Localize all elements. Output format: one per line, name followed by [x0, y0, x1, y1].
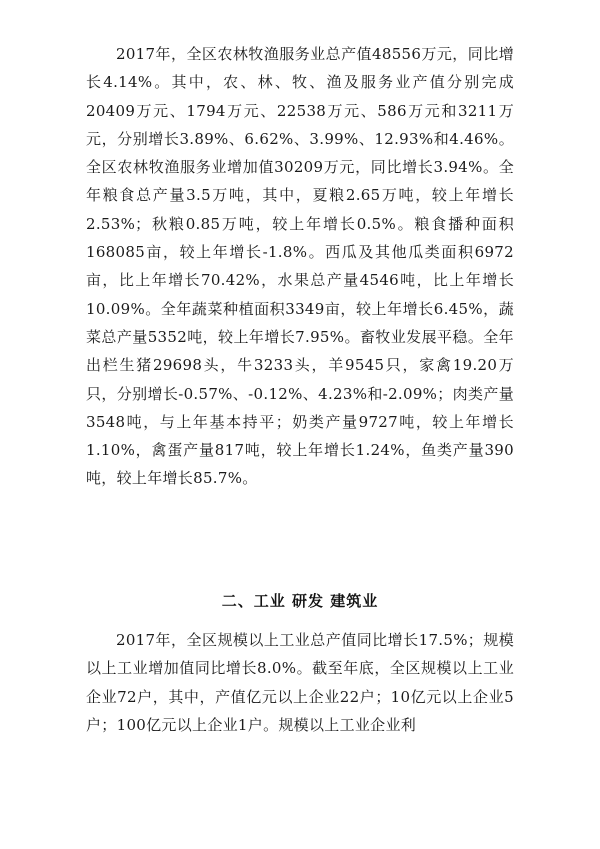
section-heading: 二、工业 研发 建筑业 — [221, 592, 379, 610]
paragraph-text: 2017年，全区规模以上工业总产值同比增长17.5%；规模以上工业增加值同比增长8.0%。截至年底，全区规模以上工业企业72户，其中，产值亿元以上企业22户；10亿元以上企业5户；100亿元以上企业1户。规模以上工业企业利 — [86, 631, 514, 734]
paragraph-text: 2017年，全区农林牧渔服务业总产值48556万元，同比增长4.14%。其中，农、林、牧、渔及服务业产值分别完成20409万元、1794万元、22538万元、586万元和3211万元，分别增长3.89%、6.62%、3.99%、12.93%和4.46%。全区农林牧渔服务业增加值30209万元，同比增长3.94%。全年粮食总产量3.5万吨，其中，夏粮2.65万吨，较上年增长2.53%；秋粮0.85万吨，较上年增长0.5%。粮食播种面积168085亩，较上年增长-1.8%。西瓜及其他瓜类面积6972亩，比上年增长70.42%，水果总产量4546吨，比上年增长10.09%。全年蔬菜种植面积3349亩，较上年增长6.45%，蔬菜总产量5352吨，较上年增长7.95%。畜牧业发展平稳。全年出栏生猪29698头，牛3233头，羊9545只，家禽19.20万只，分别增长-0.57%、-0.12%、4.23%和-2.09%；肉类产量3548吨，与上年基本持平；奶类产量9727吨，较上年增长1.10%，禽蛋产量817吨，较上年增长1.24%，鱼类产量390吨，较上年增长85.7%。 — [86, 45, 514, 488]
industry-paragraph — [86, 626, 514, 739]
agriculture-paragraph — [86, 40, 514, 493]
